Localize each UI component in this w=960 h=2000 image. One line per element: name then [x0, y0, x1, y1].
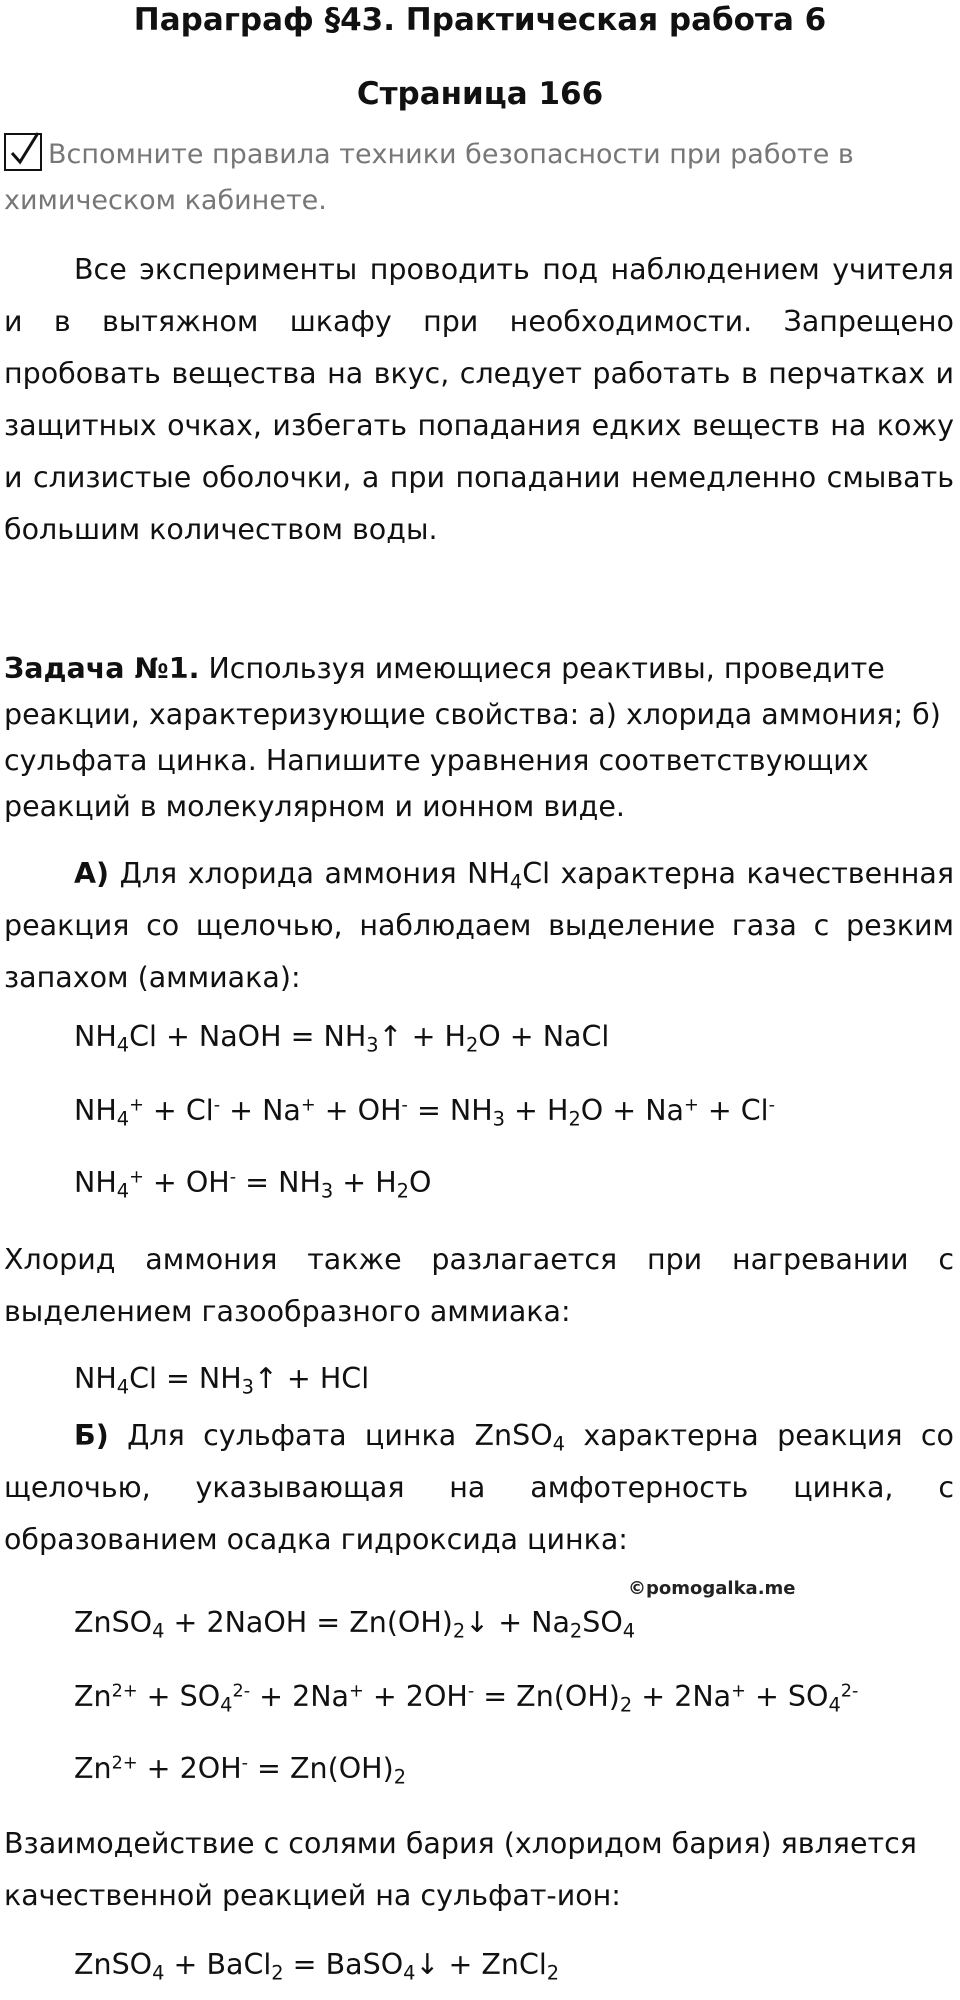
- equation-znso4-naoh-short-ionic: $Zn^{2+} + 2OH^- = Zn(OH)_2$: [74, 1752, 407, 1789]
- decomposition-text: Хлорид аммония также разлагается при нагревании с выделением газообразного аммиака:: [4, 1243, 954, 1328]
- part-a-label: А): [74, 857, 110, 890]
- equation-nh4cl-naoh-full-ionic: $NH_4^+ + Cl^- + Na^+ + OH^- = NH_3 + H_2O + Na^+ + Cl^-$: [74, 1094, 775, 1131]
- page-title: Параграф §43. Практическая работа 6: [133, 2, 827, 38]
- part-a-intro: А) Для хлорида аммония $NH_4Cl$ характерна качественная реакция со щелочью, наблюдаем выделение газа с резким запахом (аммиака):: [4, 857, 955, 994]
- equation-nh4cl-decomposition: $NH_4Cl$ = $NH_3↑$ + HCl: [74, 1362, 370, 1399]
- reminder-text: Вспомните правила техники безопасности при работе в химическом кабинете.: [4, 139, 854, 216]
- barium-text: Взаимодействие с солями бария (хлоридом бария) является качественной реакцией на сульфат-ион:: [4, 1827, 917, 1912]
- equation-znso4-naoh-molecular: ZnSO$_4$ + 2NaOH = $Zn(OH)_2↓ + Na_2SO_4$: [74, 1606, 636, 1643]
- equation-nh4cl-naoh-molecular: $NH_4Cl$ + NaOH = $NH_3↑ + H_2O$ + NaCl: [74, 1020, 610, 1057]
- part-b-label: Б): [74, 1419, 109, 1452]
- checkmark-icon: [4, 133, 42, 171]
- ammonium-chloride-formula: $NH_4Cl$: [467, 857, 551, 894]
- equation-znso4-bacl2: ZnSO$_4$ + BaCl$_2$ = BaSO$_4$↓ + ZnCl$_2$: [74, 1948, 560, 1985]
- task-1-label: Задача №1.: [4, 652, 200, 685]
- part-b-intro: Б) Для сульфата цинка ZnSO$_4$ характерна реакция со щелочью, указывающая на амфотерность цинка, с образованием осадка гидроксида цинка:: [4, 1419, 954, 1556]
- equation-nh4cl-naoh-short-ionic: $NH_4^+ + OH^- = NH_3 + H_2O$: [74, 1166, 432, 1203]
- task-1-text: Используя имеющиеся реактивы, проведите реакции, характеризующие свойства: а) хлорида аммония; б) сульфата цинка. Напишите уравнения соответствующих реакций в молекулярном и ионном виде.: [4, 652, 941, 823]
- equation-znso4-naoh-full-ionic: $Zn^{2+} + SO_4^{2-} + 2Na^+ + 2OH^- = Zn(OH)_2 + 2Na^+ + SO_4^{2-}$: [74, 1680, 859, 1717]
- task-1: [4, 646, 954, 830]
- watermark: ©pomogalka.me: [628, 1578, 796, 1599]
- zinc-sulfate-formula: ZnSO$_4$: [474, 1419, 565, 1456]
- safety-answer: Все эксперименты проводить под наблюдением учителя и в вытяжном шкафу при необходимости. Запрещено пробовать вещества на вкус, следует работать в перчатках и защитных очках, избегать попадания едких веществ на кожу и слизистые оболочки, а при попадании немедленно смывать большим количеством воды.: [4, 253, 954, 546]
- reminder-note: [4, 132, 954, 224]
- page-number-heading: Страница 166: [356, 76, 604, 112]
